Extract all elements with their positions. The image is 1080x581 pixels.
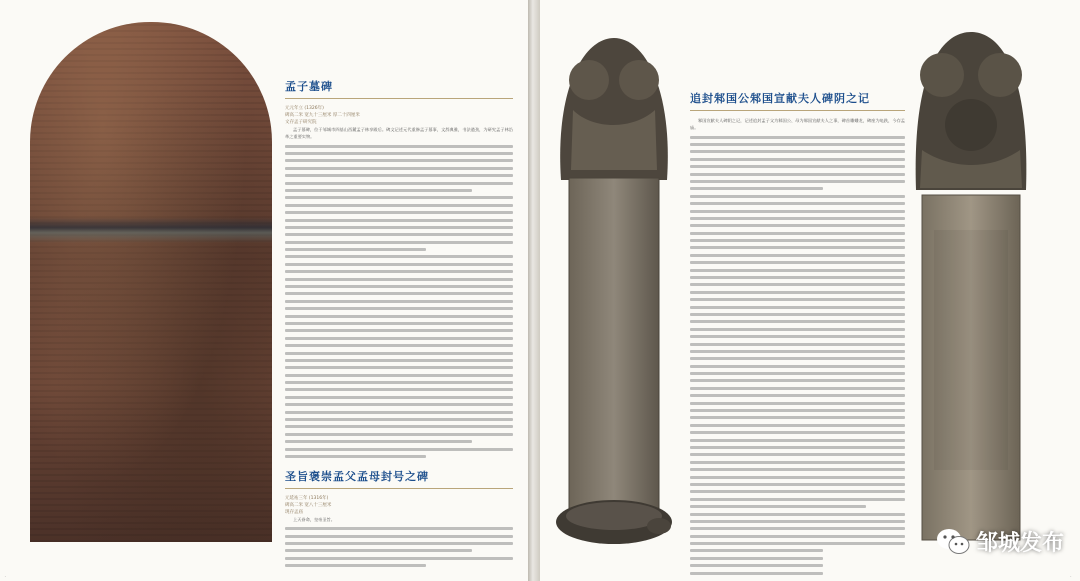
text-line [690, 313, 905, 316]
text-line [285, 241, 513, 244]
text-line [690, 276, 905, 279]
text-line [285, 418, 513, 421]
text-line [690, 409, 905, 412]
text-line [690, 520, 905, 523]
body-text-lines [285, 527, 513, 567]
text-line [285, 152, 513, 155]
text-line [690, 461, 905, 464]
text-line [690, 232, 905, 235]
text-line [285, 433, 513, 436]
title-rule [285, 98, 513, 99]
text-line [285, 307, 513, 310]
text-line [690, 513, 905, 516]
text-line [690, 217, 905, 220]
text-line [285, 366, 513, 369]
text-line [690, 165, 905, 168]
text-line [285, 145, 513, 148]
text-line [285, 167, 513, 170]
text-line [690, 195, 905, 198]
stele-crack [30, 217, 272, 243]
text-line [690, 357, 905, 360]
body-text-lines [690, 136, 905, 575]
text-line [285, 542, 513, 545]
body-text-lines [285, 145, 513, 458]
text-line [690, 269, 905, 272]
text-line [285, 174, 513, 177]
text-line [690, 446, 905, 449]
text-line [690, 335, 905, 338]
left-page [0, 0, 528, 581]
folio: · [1069, 574, 1072, 579]
text-line [285, 189, 472, 192]
text-line [690, 468, 905, 471]
text-line [285, 381, 513, 384]
text-line [690, 476, 905, 479]
article-body [285, 126, 513, 141]
text-line [690, 490, 905, 493]
meta-line: 现存孟庙 [285, 510, 303, 515]
title-rule [285, 488, 513, 489]
text-line [285, 352, 513, 355]
right-text-column [690, 90, 905, 579]
text-line [690, 224, 905, 227]
text-line [285, 527, 513, 530]
text-line [690, 254, 905, 257]
text-line [690, 372, 905, 375]
text-line [690, 328, 905, 331]
article-meta [285, 495, 513, 516]
text-line [690, 557, 823, 560]
text-line [285, 440, 472, 443]
text-line [285, 549, 472, 552]
folio: · [4, 574, 7, 579]
text-line [285, 285, 513, 288]
text-line [285, 359, 513, 362]
body-paragraph: 上天眷命，皇帝圣旨。 [293, 517, 335, 522]
text-line [690, 239, 905, 242]
text-line [285, 374, 513, 377]
text-line [285, 270, 513, 273]
text-line [285, 204, 513, 207]
text-line [690, 483, 905, 486]
text-line [285, 255, 513, 258]
text-line [690, 210, 905, 213]
text-line [285, 233, 513, 236]
text-line [690, 283, 905, 286]
text-line [690, 527, 905, 530]
text-line [690, 187, 823, 190]
text-line [690, 143, 905, 146]
text-line [690, 453, 905, 456]
watermark-text: 邹城发布 [975, 531, 1064, 556]
text-line [690, 173, 905, 176]
text-line [690, 306, 905, 309]
text-line [690, 402, 905, 405]
text-line [690, 498, 905, 501]
text-line [690, 424, 905, 427]
mencius-tomb-stele-photo [30, 22, 272, 542]
text-line [285, 292, 513, 295]
meta-line: 碑高二米 宽九十三厘米 厚二十四厘米 [285, 113, 360, 118]
article-meta [285, 105, 513, 126]
text-line [285, 425, 513, 428]
text-line [690, 431, 905, 434]
text-line [690, 542, 905, 545]
text-line [285, 403, 513, 406]
text-line [285, 219, 513, 222]
text-line [690, 387, 905, 390]
text-line [285, 337, 513, 340]
text-line [690, 535, 905, 538]
text-line [690, 564, 823, 567]
meta-line: 碑高二米 宽八十三厘米 [285, 503, 332, 508]
text-line [690, 416, 905, 419]
text-line [690, 298, 905, 301]
text-line [285, 300, 513, 303]
text-line [285, 448, 513, 451]
text-line [690, 202, 905, 205]
meta-line: 元元年立 (1326年) [285, 106, 324, 111]
text-line [285, 278, 513, 281]
body-paragraph: 孟子墓碑，位于邹城市四基山西麓孟子林享殿后。碑文记述元代重修孟子墓事，文辞典雅，书法遒劲，为研究孟子林沿革之重要实物。 [285, 127, 513, 140]
text-line [690, 320, 905, 323]
article-title-zhou-state-duke: 追封邾国公邾国宣献夫人碑阴之记 [690, 92, 870, 105]
text-line [690, 291, 905, 294]
body-paragraph: 邾国宣献夫人碑阴之记，记述追封孟子父为邾国公、母为邾国宣献夫人之事，碑首雕蟠龙，碑座为龟趺，今存孟庙。 [690, 118, 905, 131]
carved-dragon-stele-photo [912, 30, 1030, 545]
text-line [285, 396, 513, 399]
text-line [690, 439, 905, 442]
text-line [690, 158, 905, 161]
book-gutter [528, 0, 540, 581]
text-line [285, 159, 513, 162]
text-line [285, 344, 513, 347]
text-line [690, 136, 905, 139]
article-title-posthumous-titles: 圣旨褒崇孟父孟母封号之碑 [285, 470, 429, 483]
article-body [690, 117, 905, 132]
text-line [285, 263, 513, 266]
text-line [285, 196, 513, 199]
text-line [285, 455, 426, 458]
text-line [690, 379, 905, 382]
text-line [285, 329, 513, 332]
dragon-head-turtle-stele-photo [553, 30, 675, 550]
text-line [285, 211, 513, 214]
text-line [285, 322, 513, 325]
text-line [285, 226, 513, 229]
text-line [285, 315, 513, 318]
article-title-mencius-tomb: 孟子墓碑 [285, 80, 333, 93]
article-body [285, 516, 513, 523]
meta-line: 文存孟子研究院 [285, 120, 317, 125]
text-line [690, 343, 905, 346]
text-line [285, 564, 426, 567]
text-line [690, 180, 905, 183]
text-line [285, 557, 513, 560]
wechat-watermark [936, 526, 1064, 557]
text-line [285, 248, 426, 251]
text-line [690, 150, 905, 153]
text-line [285, 535, 513, 538]
text-line [285, 182, 513, 185]
text-line [690, 549, 823, 552]
text-line [690, 394, 905, 397]
text-line [690, 350, 905, 353]
text-line [285, 388, 513, 391]
meta-line: 元延祐三年 (1316年) [285, 496, 329, 501]
text-line [690, 505, 866, 508]
left-text-column [285, 78, 513, 572]
text-line [690, 261, 905, 264]
text-line [285, 411, 513, 414]
wechat-icon [936, 527, 970, 557]
title-rule [690, 110, 905, 111]
text-line [690, 572, 823, 575]
text-line [690, 365, 905, 368]
text-line [690, 246, 905, 249]
